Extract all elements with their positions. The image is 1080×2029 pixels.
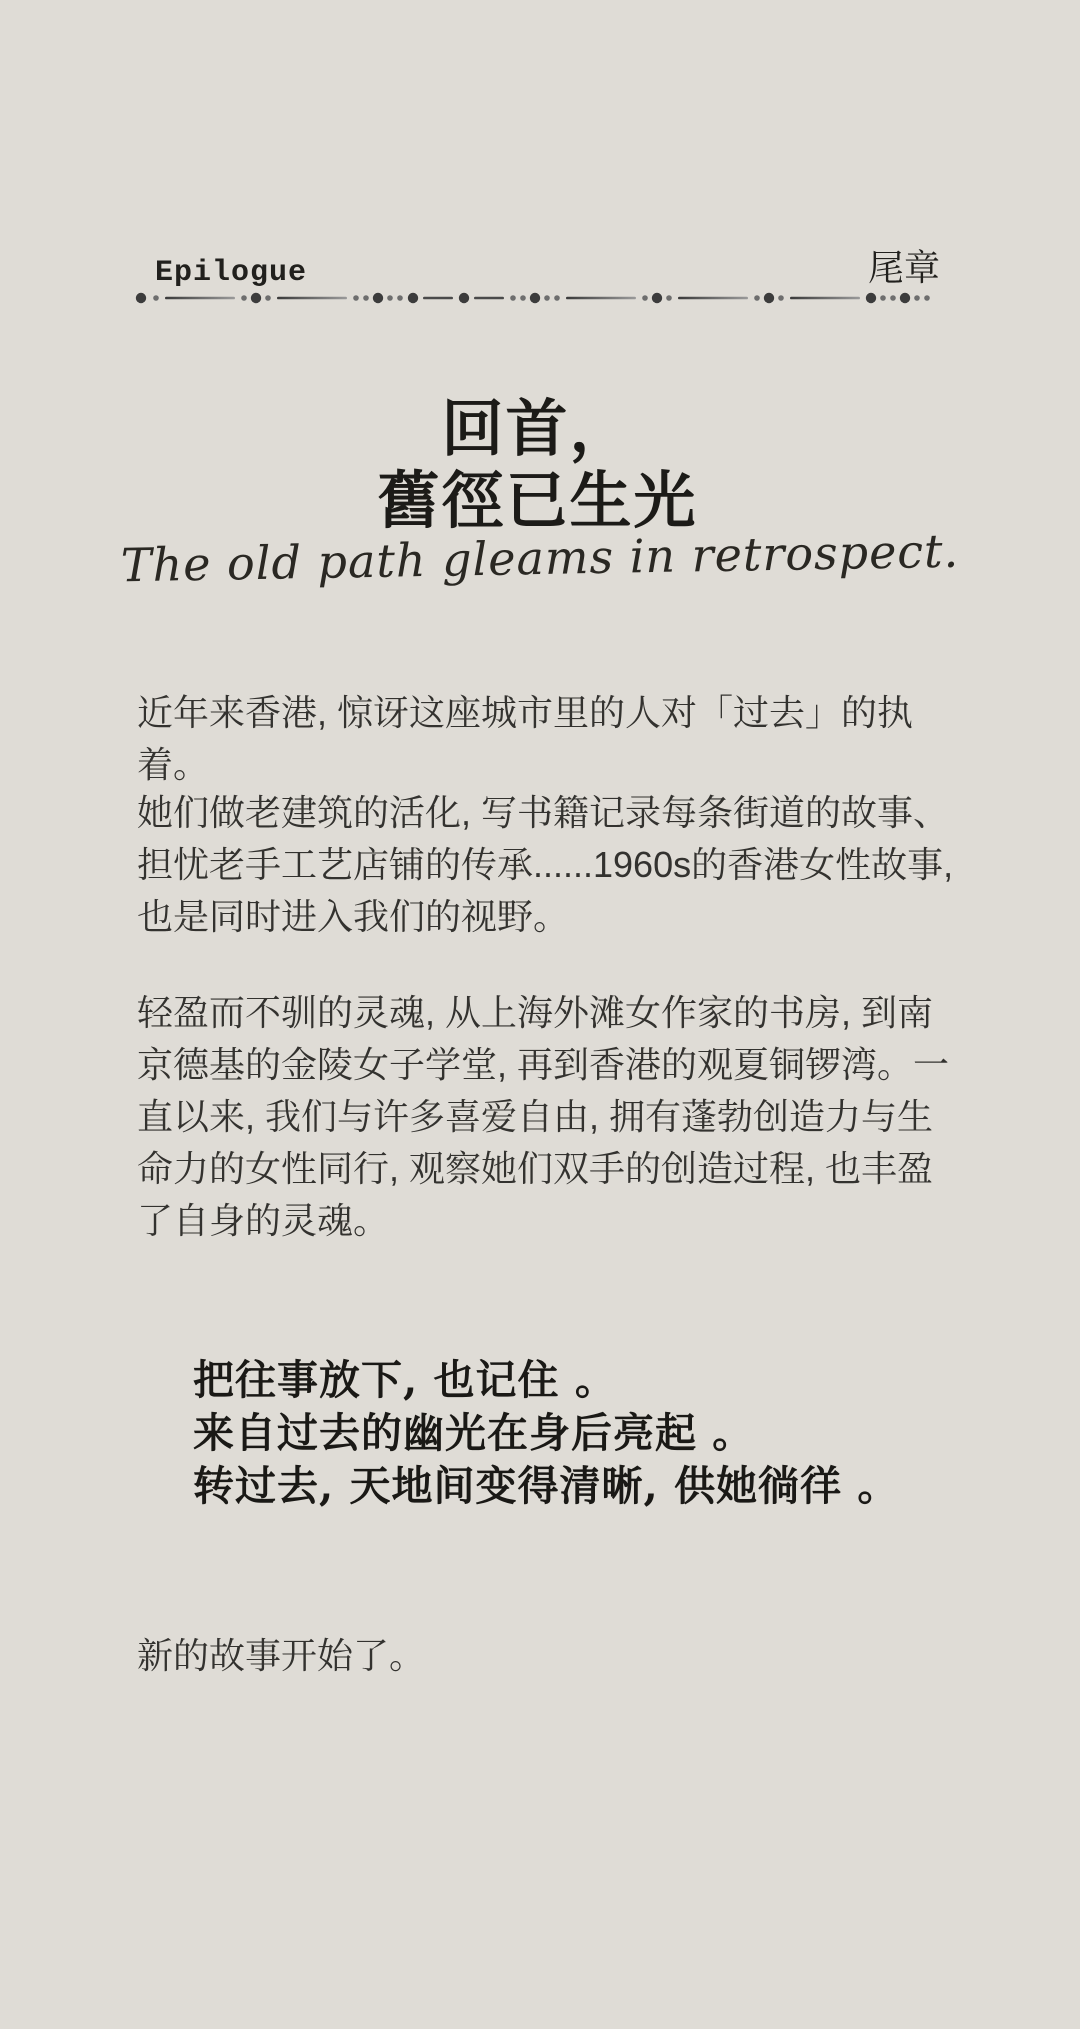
paragraph-line: 担忧老手工艺店铺的传承......1960s的香港女性故事, [137,844,954,885]
epilogue-label-en: Epilogue [155,256,308,290]
paragraph-line: 京德基的金陵女子学堂, 再到香港的观夏铜锣湾。一 [137,1044,950,1085]
paragraph-line: 了自身的灵魂。 [137,1200,390,1241]
chapter-title-line1: 回首， [441,392,634,465]
paragraph-line: 也是同时进入我们的视野。 [137,896,570,937]
paragraph-line: 她们做老建筑的活化, 写书籍记录每条街道的故事、 [137,792,950,833]
quote-line: 把往事放下, 也记住 。 [193,1356,617,1404]
paragraph-line: 近年来香港, 惊讶这座城市里的人对「过去」的执着。 [137,692,914,785]
morse-divider-icon [135,290,940,306]
body-paragraph-2 [137,787,967,943]
chapter-header [135,240,940,291]
title-script-translation: The old path gleams in retrospect. [120,523,960,593]
closing-line: 新的故事开始了。 [137,1635,426,1676]
body-paragraph-1 [137,687,967,791]
quote-line: 转过去, 天地间变得清晰, 供她徜徉 。 [193,1462,900,1510]
quote-line: 来自过去的幽光在身后亮起 。 [193,1409,755,1457]
body-paragraph-3 [137,987,967,1247]
paragraph-line: 直以来, 我们与许多喜爱自由, 拥有蓬勃创造力与生 [137,1096,934,1137]
epilogue-label-zh: 尾章 [867,248,940,289]
quote-block [193,1354,983,1513]
paragraph-line: 轻盈而不驯的灵魂, 从上海外滩女作家的书房, 到南 [137,992,934,1033]
chapter-title-line2: 舊徑已生光 [377,464,698,537]
paragraph-line: 命力的女性同行, 观察她们双手的创造过程, 也丰盈 [137,1148,934,1189]
